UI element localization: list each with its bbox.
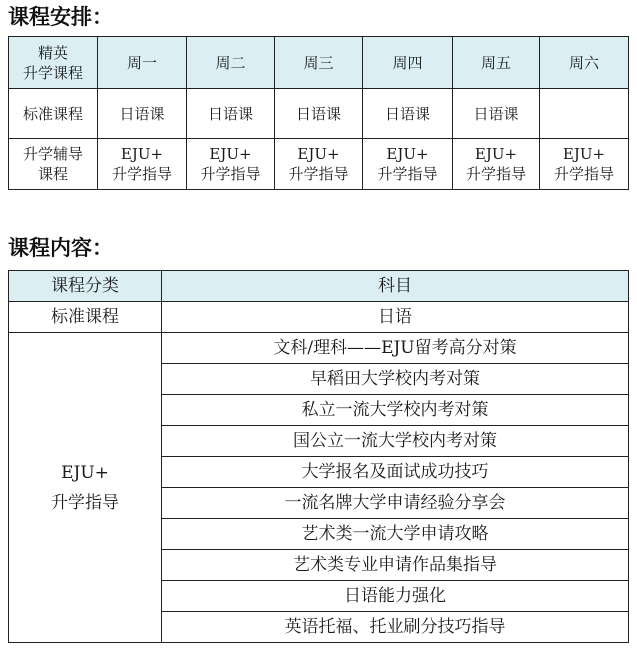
day-tuesday: 周二 [187,37,275,89]
schedule-cell: EJU+ 升学指导 [275,139,363,190]
schedule-cell: EJU+ 升学指导 [187,139,275,190]
column-header-subject: 科目 [162,271,629,302]
schedule-cell: EJU+ 升学指导 [453,139,540,190]
schedule-cell [540,89,629,139]
schedule-heading: 课程安排： [8,5,113,29]
day-saturday: 周六 [540,37,629,89]
schedule-cell: 日语课 [98,89,187,139]
day-wednesday: 周三 [275,37,363,89]
category-cell: EJU+ 升学指导 [9,333,162,643]
subject-cell: 大学报名及面试成功技巧 [162,457,629,488]
subject-cell: 一流名牌大学申请经验分享会 [162,488,629,519]
schedule-table [8,36,629,190]
schedule-cell: EJU+ 升学指导 [540,139,629,190]
schedule-cell: 日语课 [275,89,363,139]
content-heading: 课程内容： [8,236,113,260]
table-row [9,333,629,364]
schedule-header-row [9,37,629,89]
subject-cell: 英语托福、托业刷分技巧指导 [162,612,629,643]
day-thursday: 周四 [363,37,453,89]
row-label: 升学辅导 课程 [9,139,98,190]
schedule-cell: EJU+ 升学指导 [363,139,453,190]
subject-cell: 日语 [162,302,629,333]
subject-cell: 日语能力强化 [162,581,629,612]
row-label: 标准课程 [9,89,98,139]
day-monday: 周一 [98,37,187,89]
table-row [9,89,629,139]
subject-cell: 私立一流大学校内考对策 [162,395,629,426]
column-header-category: 课程分类 [9,271,162,302]
subject-cell: 艺术类专业申请作品集指导 [162,550,629,581]
subject-cell: 国公立一流大学校内考对策 [162,426,629,457]
schedule-cell: EJU+ 升学指导 [98,139,187,190]
content-table [8,270,629,643]
subject-cell: 艺术类一流大学申请攻略 [162,519,629,550]
category-cell: 标准课程 [9,302,162,333]
day-friday: 周五 [453,37,540,89]
subject-cell: 文科/理科——EJU留考高分对策 [162,333,629,364]
table-row [9,139,629,190]
content-header-row [9,271,629,302]
table-row [9,302,629,333]
corner-cell: 精英 升学课程 [9,37,98,89]
schedule-cell: 日语课 [453,89,540,139]
subject-cell: 早稻田大学校内考对策 [162,364,629,395]
schedule-cell: 日语课 [187,89,275,139]
schedule-cell: 日语课 [363,89,453,139]
